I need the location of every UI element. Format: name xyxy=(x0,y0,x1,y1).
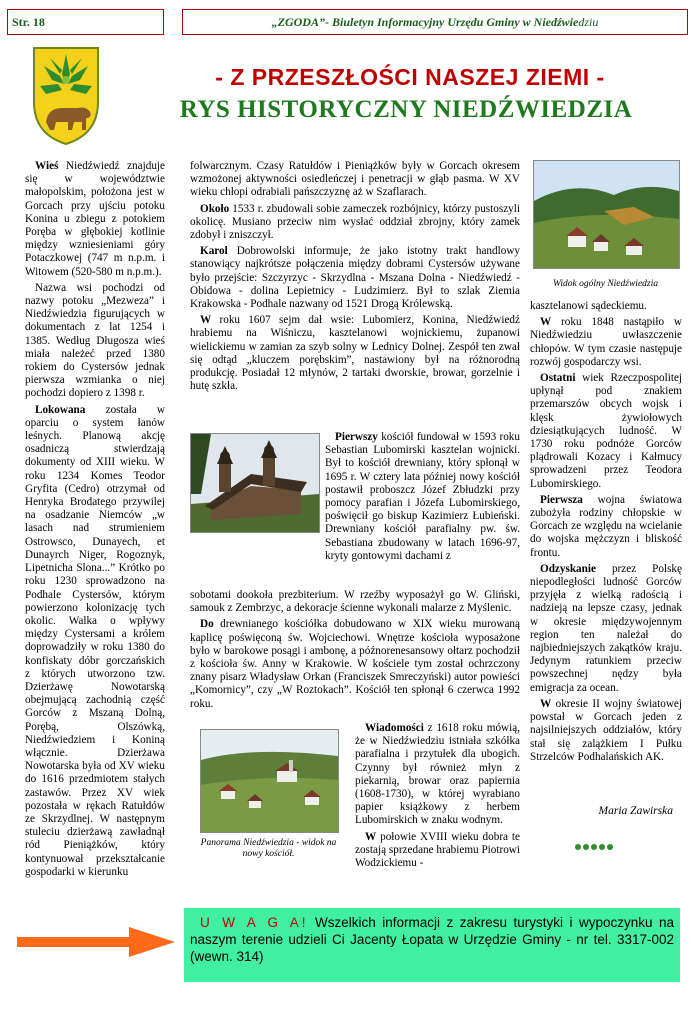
arrow-right-icon xyxy=(17,927,175,957)
paragraph-text: roku 1848 nastąpiło w Niedźwiedziu uwłaszczenie chłopów. W tym czasie następuje rozwój gospodarczy wsi. xyxy=(530,316,682,368)
paragraph xyxy=(25,160,165,279)
paragraph-text: została w oparciu o system łanów leśnych. Planową akcję osadniczą stwierdzają dokumenty od XIII wieku. W roku 1234 Komes Teodor Gryfita (Cedro) otrzymał od Henryka Brodatego przywilej na osadzanie Niemców „w lasach nad strumieniem Ostrowsco, Dunayech, et Dunayrch Niger, Rogoznyk, Lipetnicha Slona...” Krótko po roku 1230 sprowadzono na Podhale Cystersów, którym powierzono kolonizację tych okolic. Walka o wpływy między Cystersami a królem doprowadziły w roku 1380 do konfiskaty dóbr gorczańskich z których utworzono tzw. Dzierżawę Nowotarską obejmującą zachodnią część Gorców z Mszaną Dolną, Porębą, Olszówką, Niedźwiedziem i Koniną włącznie. Dzierżawa Nowotarska była od XV wieku do 1616 przedmiotem stałych zastawów. Przez XV wiek pozostała w rękach Ratułdów ze Skrzydlnej. W następnym stuleciu dzierżawą zawładnął ród Pieniążków, który kontynuował przekształcanie gospodarki w kierunku xyxy=(25,403,165,878)
paragraph-text: Nazwa wsi pochodzi od nazwy potoku „Mezweza” i Niedźwiedzia figurujących w dokumentach z lat 1254 i 1385. Według Długosza wieś miała należeć przed 1380 rokiem do Cystersów jednak pierwsza wzmianka o niej pochodzi dopiero z 1398 r. xyxy=(25,281,165,400)
paragraph-text: kasztelanowi sądeckiemu. xyxy=(530,300,647,312)
panorama-photo xyxy=(200,729,339,833)
ornament-icon xyxy=(574,840,614,854)
paragraph xyxy=(530,300,682,313)
paragraph-lead: Pierwszy xyxy=(335,431,378,443)
paragraph xyxy=(190,589,520,615)
paragraph xyxy=(190,245,520,311)
title-line-1: - Z PRZESZŁOŚCI NASZEJ ZIEMI - xyxy=(215,64,605,90)
paragraph xyxy=(530,563,682,695)
paragraph-lead: Ostatni xyxy=(540,372,576,385)
paragraph xyxy=(190,160,520,200)
wooden-church-photo xyxy=(190,433,320,533)
page-number: Str. 18 xyxy=(7,9,164,35)
title-line-2: RYS HISTORYCZNY NIEDŹWIEDZIA xyxy=(179,96,633,123)
bulletin-name: „ZGODA” xyxy=(271,14,325,29)
notice-text: Wszelkich informacji z zakresu turystyki i wypoczynku na naszym terenie udzieli Ci Jacenty Łopata w Urzędzie Gminy - nr tel. 3317-002 (wewn. 314) xyxy=(190,915,674,964)
bulletin-header xyxy=(182,9,688,35)
notice-box xyxy=(184,908,680,982)
paragraph-lead: Karol xyxy=(200,245,228,258)
paragraph-text: Dobrowolski informuje, że jako istotny trakt handlowy stanowiący najkrótsze połączenia między dobrami Cystersów używane było przejście: Szczyrzyc - Skrzydlna - Mszana Dolna - Niedźwiedź - Obidowa - dolina Lepietnicy - Ludzimierz. Był to szlak Ziemia Krakowska - Podhale nazwany od 1521 Drogą Królewską. xyxy=(190,245,520,311)
article-column-2-bottom xyxy=(355,722,520,873)
paragraph-text: przez Polskę niepodległości ludność Gorców przyjęła z wielką radością i nadzieją na lepsze czasy, jednak w okresie międzywojennym region ten należał do najbiedniejszych zakątków kraju. Jedynym ratunkiem przeciw powszechnej nędzy była emigracja za ocean. xyxy=(530,562,682,694)
paragraph-lead: Odzyskanie xyxy=(540,562,596,575)
panorama-caption: Panorama Niedźwiedzia - widok na nowy kościół. xyxy=(200,838,337,859)
paragraph-text: wojna światowa zubożyła rodziny chłopskie w Gorcach ze względu na wcielanie do wojska mężczyzn i bliskość frontu. xyxy=(530,493,682,559)
author-signature: Maria Zawirska xyxy=(598,805,673,817)
paragraph xyxy=(355,722,520,828)
article-column-2-mid xyxy=(190,589,520,714)
paragraph xyxy=(355,831,520,871)
paragraph xyxy=(190,618,520,710)
paragraph-text: z 1618 roku mówią, że w Niedźwiedziu istniała szkółka parafialna i przytułek dla ubogich. Czynny był również młyn z piekarnią, browar oraz papiernia (1608-1730), w której wyrabiano papier książkowy z herbem Lubomirskich w znaku wodnym. xyxy=(355,722,520,827)
paragraph xyxy=(25,404,165,879)
paragraph-lead: Lokowana xyxy=(35,403,86,416)
paragraph-text: okresie II wojny światowej powstał w Gorcach jeden z najsilniejszych oddziałów, który stał się zalążkiem I Pułku Strzelców Podhalańskich AK. xyxy=(530,697,682,763)
paragraph-text: kościół fundował w 1593 roku Sebastian Lubomirski kasztelan wojnicki. Był to kościół drewniany, który spłonął w 1695 r. W cztery lata później nowy kościół postawił proboszcz Józef Zbłudzki przy pomocy parafian i Józefa Lubomirskiego, poświęcił go biskup Kazimierz Łubieński. Drewniany kościół parafialny pw. św. Sebastiana zbudowany w latach 1696-97, kryty gontowymi dachami z xyxy=(325,431,520,562)
paragraph xyxy=(530,494,682,560)
paragraph-text: drewnianego kościółka dobudowano w XIX wieku murowaną kaplicę poświęconą św. Wojciechowi. Wnętrze kościoła wyposażone było w barokowe posągi i ambonę, a późnorenesansowy ołtarz pochodził z kościoła św. Anny w Krakowie. W kościele tym został ochrzczony znany pisarz Władysław Orkan (Franciszek Smreczyński) autor powieści „Komornicy”, czy „W Roztokach”. Kościół ten spłonął 6 czerwca 1992 roku. xyxy=(190,618,520,710)
paragraph xyxy=(190,203,520,243)
article-column-2-top xyxy=(190,160,520,396)
village-view-photo xyxy=(533,160,680,269)
paragraph-lead: W xyxy=(200,314,212,327)
paragraph xyxy=(190,314,520,393)
paragraph-lead: Wieś xyxy=(35,160,59,172)
paragraph-text: wiek Rzeczpospolitej upłynął pod znakiem przemarszów obcych wojsk i klęsk żywiołowych dziesiątkujących ludność. W 1730 roku podnóże Gorców plądrowali Kozacy i Kałmucy sprowadzeni przez Teodora Lubomirskiego. xyxy=(530,372,682,490)
paragraph xyxy=(530,316,682,369)
notice-warning: U W A G A! xyxy=(200,915,309,930)
paragraph-lead: W xyxy=(540,697,552,710)
paragraph-text: Niedźwiedź znajduje się w województwie małopolskim, położona jest w Gorcach przy ujściu potoku Konina u zbiegu z potokiem Poręba w głębokiej kotlinie między wzniesieniami góry Potaczkowej (747 m n.p.m. i Witowem (520-580 m n.p.m.). xyxy=(25,160,165,278)
paragraph-lead: W xyxy=(365,830,377,843)
bulletin-subtitle: - Biuletyn Informacyjny Urzędu Gminy w Niedźwie xyxy=(324,14,579,29)
paragraph-text: folwarcznym. Czasy Ratułdów i Pieniążków były w Gorcach okresem wzmożonej aktywności osiedleńczej i penetracji w głąb pasma. W XV wieku chłopi odrabiali pańszczyznę aż w Szaflarach. xyxy=(190,160,520,199)
paragraph-lead: Wiadomości xyxy=(365,722,424,734)
article-column-1 xyxy=(25,160,165,882)
bulletin-subtitle-tail: dziu xyxy=(578,14,599,29)
paragraph xyxy=(530,698,682,764)
paragraph-lead: Pierwsza xyxy=(540,493,583,506)
article-column-2-church xyxy=(325,431,520,566)
paragraph-lead: Około xyxy=(200,202,230,215)
village-view-caption: Widok ogólny Niedźwiedzia xyxy=(552,279,659,289)
paragraph-text: 1533 r. zbudowali sobie zameczek rozbójnicy, którzy pustoszyli okolicę. Musiano przeciw nim wysłać oddział zbrojny, który zamek zdobył i zniszczył. xyxy=(190,202,520,242)
paragraph-lead: W xyxy=(540,316,552,329)
paragraph-text: roku 1607 sejm dał wsie: Lubomierz, Konina, Niedźwiedź hrabiemu na Wiśniczu, kasztelanowi wojnickiemu, żupanowi wielickiemu w zamian za szyb solny w Lednicy Dolnej. Zespół ten zwał się odtąd „kluczem porębskim”, nastawiony był na różnorodną produkcję. Posiadał 12 młynów, 2 tartaki dworskie, browar, gorzelnie i hutę szkła. xyxy=(190,314,520,393)
article-column-3 xyxy=(530,300,682,767)
paragraph xyxy=(325,431,520,563)
paragraph-lead: Do xyxy=(200,618,214,631)
paragraph xyxy=(25,282,165,401)
coat-of-arms-bear-icon xyxy=(30,44,102,146)
paragraph xyxy=(530,372,682,491)
paragraph-text: połowie XVIII wieku dobra te zostają sprzedane hrabiemu Piotrowi Wodzickiemu - xyxy=(355,830,520,870)
paragraph-text: sobotami dookoła prezbiterium. W rzeźby wyposażył go W. Gliński, samouk z Zembrzyc, a dekoracje ścienne wykonali malarze z Myślenic. xyxy=(190,589,520,615)
